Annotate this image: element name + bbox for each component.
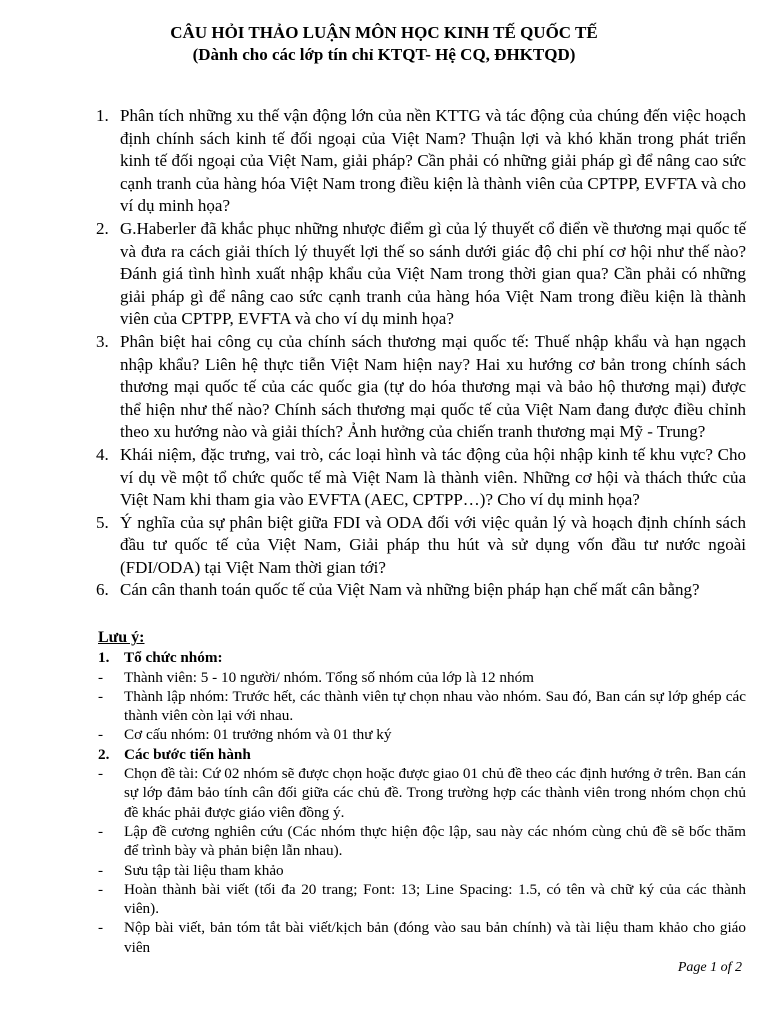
note-list-item xyxy=(98,764,746,822)
dash-bullet: - xyxy=(98,919,104,937)
question-text: Khái niệm, đặc trưng, vai trò, các loại hình và tác động của hội nhập kinh tế khu vực? Cho ví dụ về một tổ chức quốc tế mà Việt Nam là thành viên. Những cơ hội và thách thức của Việt Nam khi tham gia vào EVFTA (AEC, CPTPP…)? Cho ví dụ minh họa? xyxy=(120,444,746,510)
section-heading-group-organization xyxy=(98,648,746,667)
question-number: 2. xyxy=(96,218,109,238)
note-list-item xyxy=(98,861,746,880)
question-item xyxy=(96,444,746,512)
question-text: Phân biệt hai công cụ của chính sách thương mại quốc tế: Thuế nhập khẩu và hạn ngạch nhập khẩu? Liên hệ thực tiễn Việt Nam hiện nay? Hai xu hướng cơ bản trong chính sách thương mại quốc tế của các quốc gia (tự do hóa thương mại và bảo hộ thương mại) được thể hiện như thế nào? Chính sách thương mại quốc tế của Việt Nam đang được điều chỉnh theo xu hướng nào và giải thích? Ảnh hưởng của chiến tranh thương mại Mỹ - Trung? xyxy=(120,331,746,442)
dash-bullet: - xyxy=(98,687,104,705)
question-number: 6. xyxy=(96,580,109,600)
question-item xyxy=(96,218,746,331)
note-list-item xyxy=(98,918,746,957)
question-text: Phân tích những xu thế vận động lớn của nền KTTG và tác động của chúng đến việc hoạch định chính sách kinh tế đối ngoại của Việt Nam? Thuận lợi và khó khăn trong phát triển kinh tế đối ngoại của Việt Nam, giải pháp? Cần phải có những giải pháp gì để nâng cao sức cạnh tranh của hàng hóa Việt Nam trong điều kiện là thành viên của CPTPP, EVFTA và cho ví dụ minh họa? xyxy=(120,106,746,216)
question-number: 3. xyxy=(96,331,109,351)
note-list-item xyxy=(98,668,746,687)
question-item xyxy=(96,105,746,218)
question-list xyxy=(96,105,746,602)
dash-bullet: - xyxy=(98,861,104,879)
dash-bullet: - xyxy=(98,880,104,898)
note-list-item xyxy=(98,880,746,919)
question-number: 5. xyxy=(96,512,109,532)
section-heading-steps xyxy=(98,745,746,764)
notes-heading: Lưu ý: xyxy=(98,629,145,646)
document-title: CÂU HỎI THẢO LUẬN MÔN HỌC KINH TẾ QUỐC TẾ xyxy=(170,23,598,42)
dash-bullet: - xyxy=(98,668,104,686)
note-text: Sưu tập tài liệu tham khảo xyxy=(124,861,284,879)
note-text: Hoàn thành bài viết (tối đa 20 trang; Font: 13; Line Spacing: 1.5, có tên và chữ ký của các thành viên). xyxy=(124,880,746,918)
dash-bullet: - xyxy=(98,822,104,840)
note-text: Cơ cấu nhóm: 01 trưởng nhóm và 01 thư ký xyxy=(124,726,392,744)
question-item xyxy=(96,579,746,602)
section-title: Các bước tiến hành xyxy=(124,745,251,763)
dash-bullet: - xyxy=(98,726,104,744)
question-number: 4. xyxy=(96,444,109,464)
note-list-item xyxy=(98,822,746,861)
note-text: Lập đề cương nghiên cứu (Các nhóm thực hiện độc lập, sau này các nhóm cùng chủ đề sẽ bốc thăm để trình bày và phản biện lẫn nhau). xyxy=(124,822,746,860)
question-number: 1. xyxy=(96,106,109,125)
note-text: Nộp bài viết, bản tóm tắt bài viết/kịch bản (đóng vào sau bản chính) và tài liệu tham khảo cho giáo viên xyxy=(124,919,746,956)
question-item xyxy=(96,331,746,444)
question-text: Cán cân thanh toán quốc tế của Việt Nam và những biện pháp hạn chế mất cân bằng? xyxy=(120,580,700,600)
dash-bullet: - xyxy=(98,765,104,783)
note-list-item xyxy=(98,725,746,744)
note-text: Chọn đề tài: Cứ 02 nhóm sẽ được chọn hoặc được giao 01 chủ đề theo các định hướng ở trên. Ban cán sự lớp đảm bảo tính cân đối giữa các chủ đề. Trong trường hợp các thành viên trong nhóm chọn chủ đề khác phải được giáo viên đồng ý. xyxy=(124,765,746,821)
page-footer: Page 1 of 2 xyxy=(677,960,742,975)
section-number: 1. xyxy=(98,649,110,667)
note-list-item xyxy=(98,687,746,726)
notes-section xyxy=(98,628,746,957)
question-text: G.Haberler đã khắc phục những nhược điểm gì của lý thuyết cổ điển về thương mại quốc tế và đưa ra cách giải thích lý thuyết lợi thế so sánh dưới giác độ chi phí cơ hội như thế nào? Đánh giá tình hình xuất nhập khẩu của Việt Nam trong thời gian qua? Cần phải có những giải pháp gì để nâng cao sức cạnh tranh của hàng hóa Việt Nam trong điều kiện là thành viên của CPTPP, EVFTA và cho ví dụ minh họa? xyxy=(120,218,746,329)
note-text: Thành viên: 5 - 10 người/ nhóm. Tổng số nhóm của lớp là 12 nhóm xyxy=(124,668,534,686)
question-item xyxy=(96,512,746,580)
question-text: Ý nghĩa của sự phân biệt giữa FDI và ODA đối với việc quản lý và hoạch định chính sách đầu tư quốc tế của Việt Nam, Giải pháp thu hút và sử dụng vốn đầu tư nước ngoài (FDI/ODA) tại Việt Nam thời gian tới? xyxy=(120,512,746,577)
document-subtitle: (Dành cho các lớp tín chỉ KTQT- Hệ CQ, ĐHKTQD) xyxy=(192,45,576,64)
note-text: Thành lập nhóm: Trước hết, các thành viên tự chọn nhau vào nhóm. Sau đó, Ban cán sự lớp ghép các thành viên còn lại với nhau. xyxy=(124,687,746,725)
section-number: 2. xyxy=(98,745,110,763)
section-title: Tổ chức nhóm: xyxy=(124,649,223,667)
